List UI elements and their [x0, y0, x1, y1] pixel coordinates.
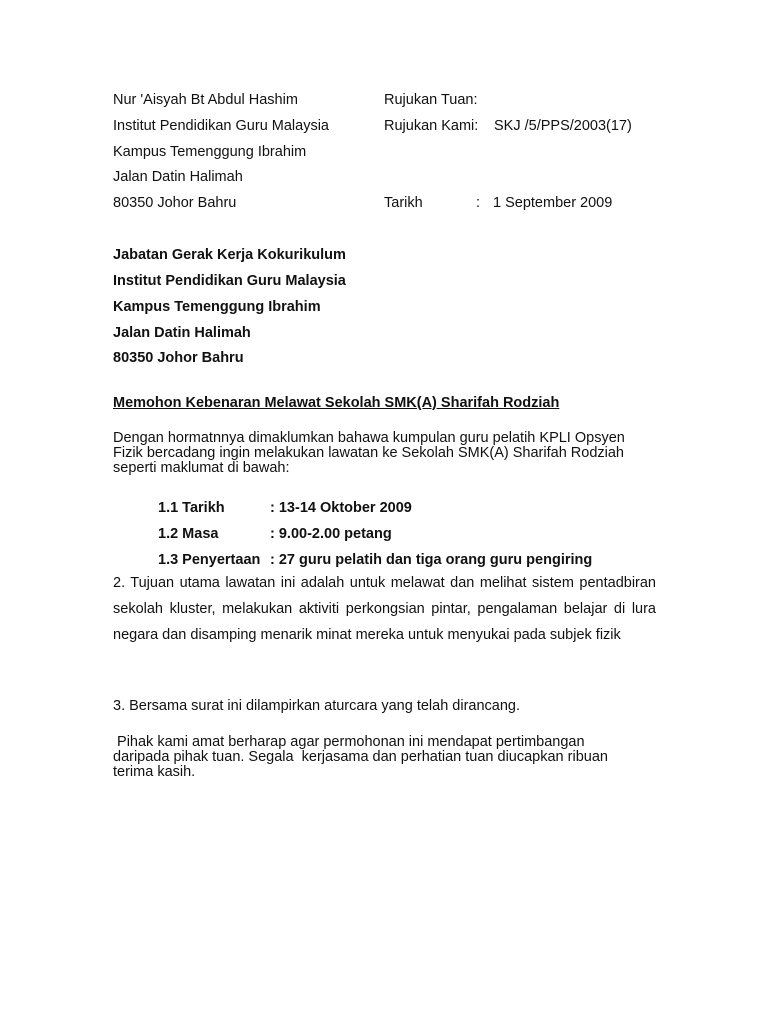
detail-masa-label: 1.2 Masa [158, 526, 219, 542]
recipient-campus: Kampus Temenggung Ibrahim [113, 299, 321, 315]
recipient-street: Jalan Datin Halimah [113, 325, 251, 341]
attachment-paragraph: 3. Bersama surat ini dilampirkan aturcara yang telah dirancang. [113, 698, 521, 714]
date-separator: : [476, 195, 481, 211]
detail-masa-value: : 9.00-2.00 petang [270, 526, 392, 542]
recipient-institution: Institut Pendidikan Guru Malaysia [113, 273, 346, 289]
sender-city: 80350 Johor Bahru [113, 195, 237, 211]
detail-tarikh-value: : 13-14 Oktober 2009 [270, 500, 412, 516]
sender-institution: Institut Pendidikan Guru Malaysia [113, 118, 329, 134]
closing-paragraph: Pihak kami amat berharap agar permohonan ini mendapat pertimbangan daripada pihak tuan. Segala kerjasama dan perhatian tuan diucapkan ribuan terima kasih. [113, 734, 612, 780]
sender-campus: Kampus Temenggung Ibrahim [113, 144, 307, 160]
date-value: 1 September 2009 [493, 195, 613, 211]
detail-penyertaan-value: : 27 guru pelatih dan tiga orang guru pengiring [270, 552, 593, 568]
detail-tarikh-label: 1.1 Tarikh [158, 500, 225, 516]
sender-name: Nur 'Aisyah Bt Abdul Hashim [113, 92, 298, 108]
sender-street: Jalan Datin Halimah [113, 169, 243, 185]
letter-subject: Memohon Kebenaran Melawat Sekolah SMK(A) Sharifah Rodziah [113, 395, 560, 411]
date-label: Tarikh [384, 195, 423, 211]
rujukan-kami-label: Rujukan Kami: [384, 118, 479, 134]
recipient-department: Jabatan Gerak Kerja Kokurikulum [113, 247, 346, 263]
detail-penyertaan-label: 1.3 Penyertaan [158, 552, 261, 568]
purpose-paragraph: 2. Tujuan utama lawatan ini adalah untuk melawat dan melihat sistem pentadbiran sekolah kluster, melakukan aktiviti perkongsian pintar, pengalaman belajar di lura negara dan disamping menarik minat mereka untuk menyukai pada subjek fizik [113, 575, 656, 643]
rujukan-tuan-label: Rujukan Tuan: [384, 92, 478, 108]
intro-paragraph: Dengan hormatnnya dimaklumkan bahawa kumpulan guru pelatih KPLI Opsyen Fizik bercadang ingin melakukan lawatan ke Sekolah SMK(A) Sharifah Rodziah seperti maklumat di bawah: [113, 430, 625, 476]
recipient-city: 80350 Johor Bahru [113, 350, 244, 366]
rujukan-kami-value: SKJ /5/PPS/2003(17) [494, 118, 632, 134]
